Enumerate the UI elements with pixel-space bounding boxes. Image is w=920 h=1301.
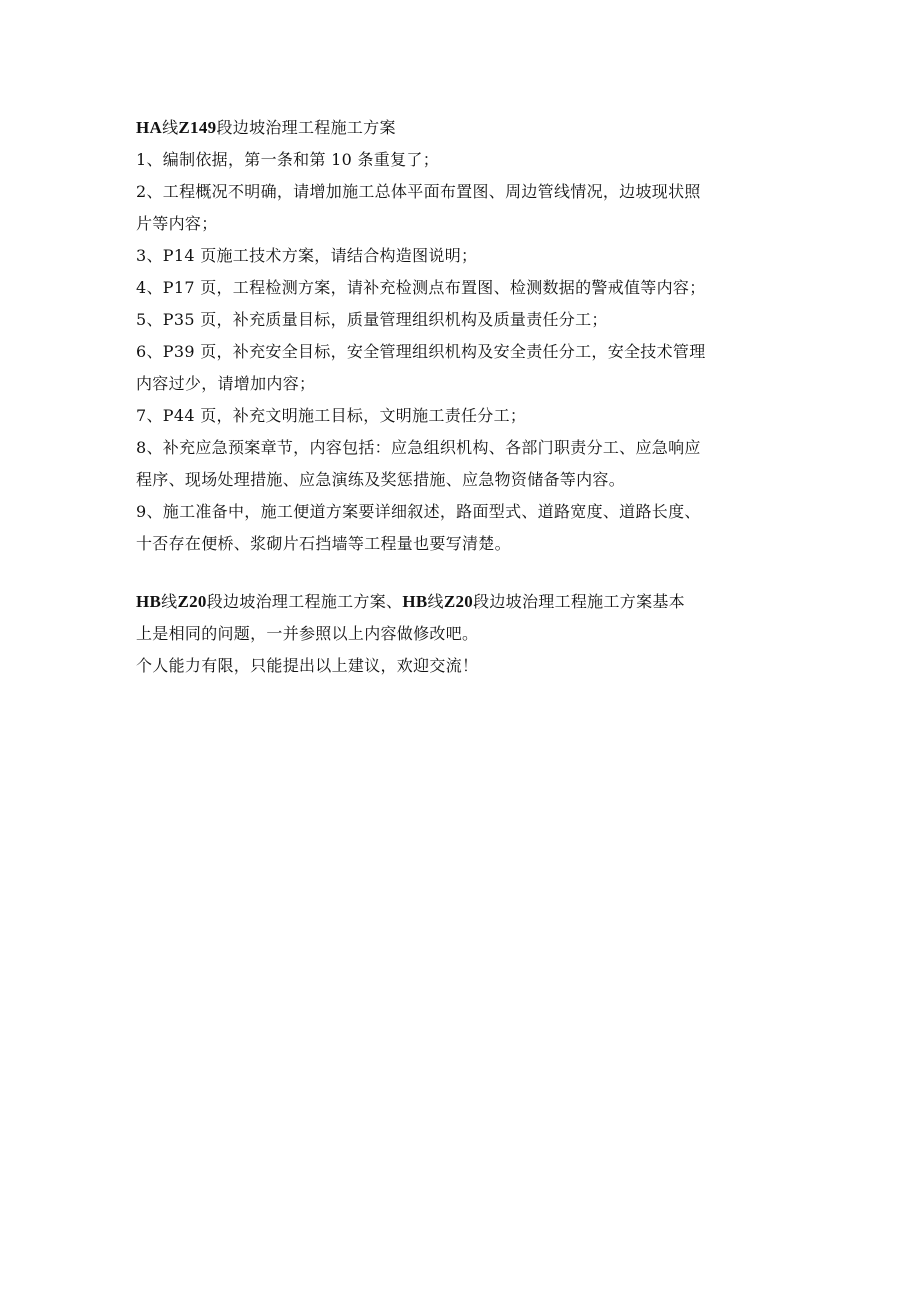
list-item-4: 4、P17 页，工程检测方案，请补充检测点布置图、检测数据的警戒值等内容； — [136, 278, 706, 297]
title-text: 段边坡治理工程施工方案基本 — [473, 592, 685, 611]
title-prefix: HB — [402, 592, 428, 611]
list-item-5: 5、P35 页，补充质量目标，质量管理组织机构及质量责任分工； — [136, 310, 608, 329]
title-text: 线 — [162, 118, 179, 137]
title-prefix: HB — [136, 592, 162, 611]
document-page — [136, 112, 786, 682]
closing-remark: 个人能力有限，只能提出以上建议，欢迎交流！ — [136, 656, 479, 675]
section2-title — [136, 586, 786, 618]
title-prefix: HA — [136, 118, 163, 137]
paragraph-gap — [136, 560, 786, 586]
list-item-2-cont: 片等内容； — [136, 214, 218, 233]
list-item-2: 2、工程概况不明确，请增加施工总体平面布置图、周边管线情况，边坡现状照 — [136, 182, 701, 201]
title-text: 线 — [427, 592, 444, 611]
title-code: Z20 — [177, 592, 207, 611]
list-item-9: 9、施工准备中，施工便道方案要详细叙述，路面型式、道路宽度、道路长度、 — [136, 502, 701, 521]
section2-line2: 上是相同的问题，一并参照以上内容做修改吧。 — [136, 624, 479, 643]
list-item-8: 8、补充应急预案章节，内容包括：应急组织机构、各部门职责分工、应急响应 — [136, 438, 701, 457]
title-text: 段边坡治理工程施工方案、 — [206, 592, 403, 611]
list-item-6-cont: 内容过少，请增加内容； — [136, 374, 316, 393]
list-item-3: 3、P14 页施工技术方案，请结合构造图说明； — [136, 246, 478, 265]
list-item-6: 6、P39 页，补充安全目标，安全管理组织机构及安全责任分工，安全技术管理 — [136, 342, 706, 361]
list-item-8-cont: 程序、现场处理措施、应急演练及奖惩措施、应急物资储备等内容。 — [136, 470, 626, 489]
title-text: 段边坡治理工程施工方案 — [216, 118, 396, 137]
list-item-9-cont: 十否存在便桥、浆砌片石挡墙等工程量也要写清楚。 — [136, 534, 511, 553]
title-code: Z149 — [178, 118, 217, 137]
title-code: Z20 — [443, 592, 474, 611]
list-item-1: 1、编制依据，第一条和第 10 条重复了； — [136, 150, 440, 169]
title-text: 线 — [161, 592, 178, 611]
list-item-7: 7、P44 页，补充文明施工目标，文明施工责任分工； — [136, 406, 527, 425]
section1-title — [136, 112, 786, 144]
